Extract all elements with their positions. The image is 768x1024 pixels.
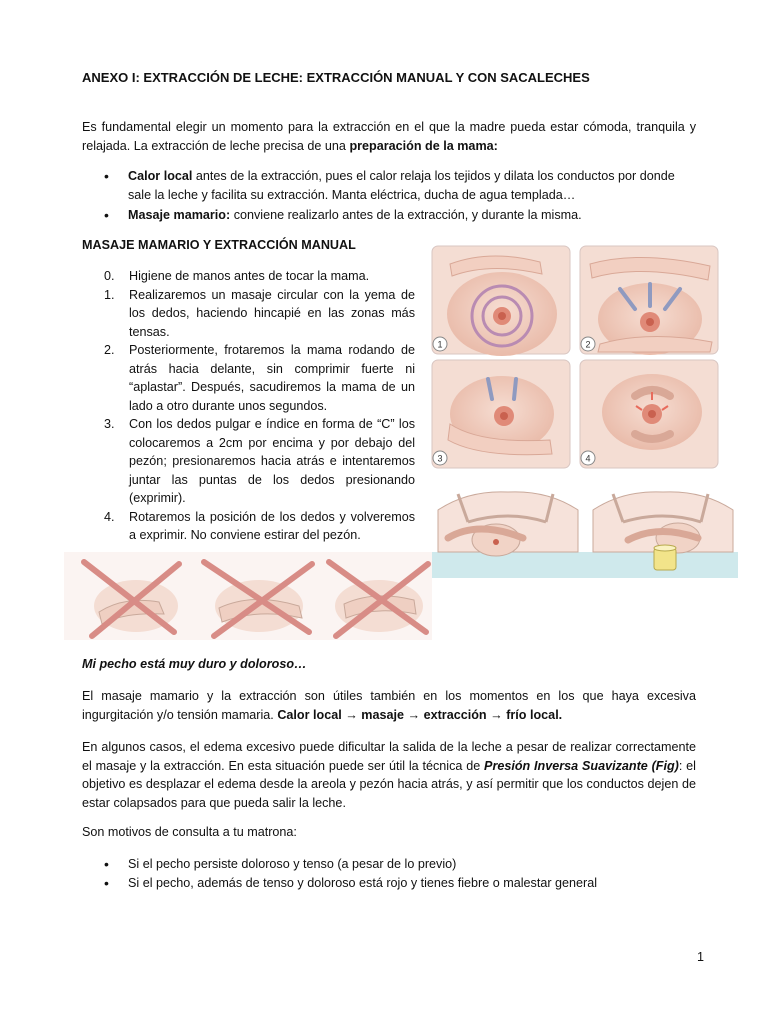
step-text: Rotaremos la posición de los dedos y volveremos a exprimir. No conviene estirar del pezón.: [129, 509, 415, 542]
sequence-step: extracción: [423, 707, 487, 722]
panel-1: [432, 246, 570, 356]
massage-steps-illustration: [430, 244, 720, 470]
expression-illustration: [428, 480, 738, 580]
step-number: 1.: [104, 287, 115, 302]
step-item: [82, 267, 415, 286]
preparation-list: [82, 167, 696, 227]
expression-svg: [428, 480, 738, 580]
panel-3: [432, 360, 570, 468]
figure-left: [438, 492, 578, 556]
panel-label: 2: [585, 339, 591, 350]
sequence-step: Calor local: [277, 707, 342, 722]
steps-list: [82, 267, 415, 545]
panel-4: [580, 360, 718, 468]
massage-steps-svg: [430, 244, 720, 470]
paragraph-ingurgitacion: [82, 687, 696, 724]
arrow-icon: →: [345, 707, 358, 722]
panel-label: 1: [437, 339, 443, 350]
list-item-text: conviene realizarlo antes de la extracción, y durante la misma.: [230, 208, 582, 222]
sequence-step: masaje: [361, 707, 405, 722]
panel-2: [580, 246, 718, 355]
intro-paragraph: [82, 118, 696, 155]
paragraph-text: : el objetivo es desplazar el edema desde la areola y pezón hacia atrás, y así permitir que los conductos dejen de estar colapsados para que pueda salir la leche.: [82, 758, 696, 810]
sequence-step: frío local.: [506, 707, 563, 722]
section-heading-consulta: Son motivos de consulta a tu matrona:: [82, 825, 297, 839]
list-item-text: antes de la extracción, pues el calor relaja los tejidos y dilata los conductos por donde sale la leche y facilita su extracción. Manta eléctrica, ducha de agua templada…: [128, 169, 675, 202]
step-item: [82, 415, 415, 508]
intro-bold: preparación de la mama:: [349, 138, 498, 153]
paragraph-edema: [82, 738, 696, 812]
panel-label: 3: [437, 453, 443, 464]
list-item: • Si el pecho persiste doloroso y tenso (a pesar de lo previo): [82, 855, 696, 874]
step-number: 0.: [104, 269, 115, 283]
panel-label: 4: [585, 453, 591, 464]
step-item: [82, 286, 415, 342]
section-heading-duro: Mi pecho está muy duro y doloroso…: [82, 657, 307, 671]
step-item: [82, 341, 415, 415]
step-text: Realizaremos un masaje circular con la yema de los dedos, haciendo hincapié en las zonas más tensas.: [129, 287, 415, 339]
list-item-bold: Masaje mamario:: [128, 208, 231, 222]
incorrect-techniques-svg: [64, 552, 432, 640]
technique-name: Presión Inversa Suavizante (Fig): [484, 758, 679, 773]
arrow-icon: →: [407, 707, 421, 722]
list-item-bold: Calor local: [128, 169, 193, 183]
step-text: Higiene de manos antes de tocar la mama.: [129, 269, 370, 283]
step-item: [82, 508, 415, 545]
step-text: Con los dedos pulgar e índice en forma de “C” los colocaremos a 2cm por encima y por debajo del pezón; presionaremos hacia atrás e intentaremos juntar las puntas de los dedos presionando (exprimir).: [129, 417, 415, 505]
list-item: [82, 206, 696, 225]
step-number: 2.: [104, 343, 115, 357]
arrow-icon: →: [490, 707, 503, 722]
intro-text: Es fundamental elegir un momento para la extracción en el que la madre pueda estar cómoda, tranquila y relajada. La extracción de leche precisa de una: [82, 120, 696, 153]
paragraph-text: En algunos casos, el edema excesivo puede dificultar la salida de la leche a pesar de realizar correctamente el masaje y la extracción. En esta situación puede ser útil la técnica de: [82, 740, 696, 773]
list-item: [82, 167, 696, 204]
page-number: 1: [696, 950, 704, 964]
step-number: 3.: [104, 417, 115, 431]
incorrect-techniques-illustration: [64, 552, 432, 640]
list-item: • Si el pecho, además de tenso y doloroso está rojo y tienes fiebre o malestar general: [82, 874, 696, 893]
step-number: 4.: [104, 509, 115, 524]
step-text: Posteriormente, frotaremos la mama rodando de atrás hacia delante, sin comprimir fuerte ni “aplastar”. Después, sacudiremos la mama de un lado a otro durante unos segundos.: [129, 343, 415, 413]
section-heading-masaje: MASAJE MAMARIO Y EXTRACCIÓN MANUAL: [82, 238, 356, 252]
consult-list: [82, 855, 696, 892]
page-title: ANEXO I: EXTRACCIÓN DE LECHE: EXTRACCIÓN MANUAL Y CON SACALECHES: [82, 70, 590, 85]
paragraph-text: El masaje mamario y la extracción son útiles también en los momentos en los que haya excesiva ingurgitación y/o tensión mamaria.: [82, 689, 696, 722]
